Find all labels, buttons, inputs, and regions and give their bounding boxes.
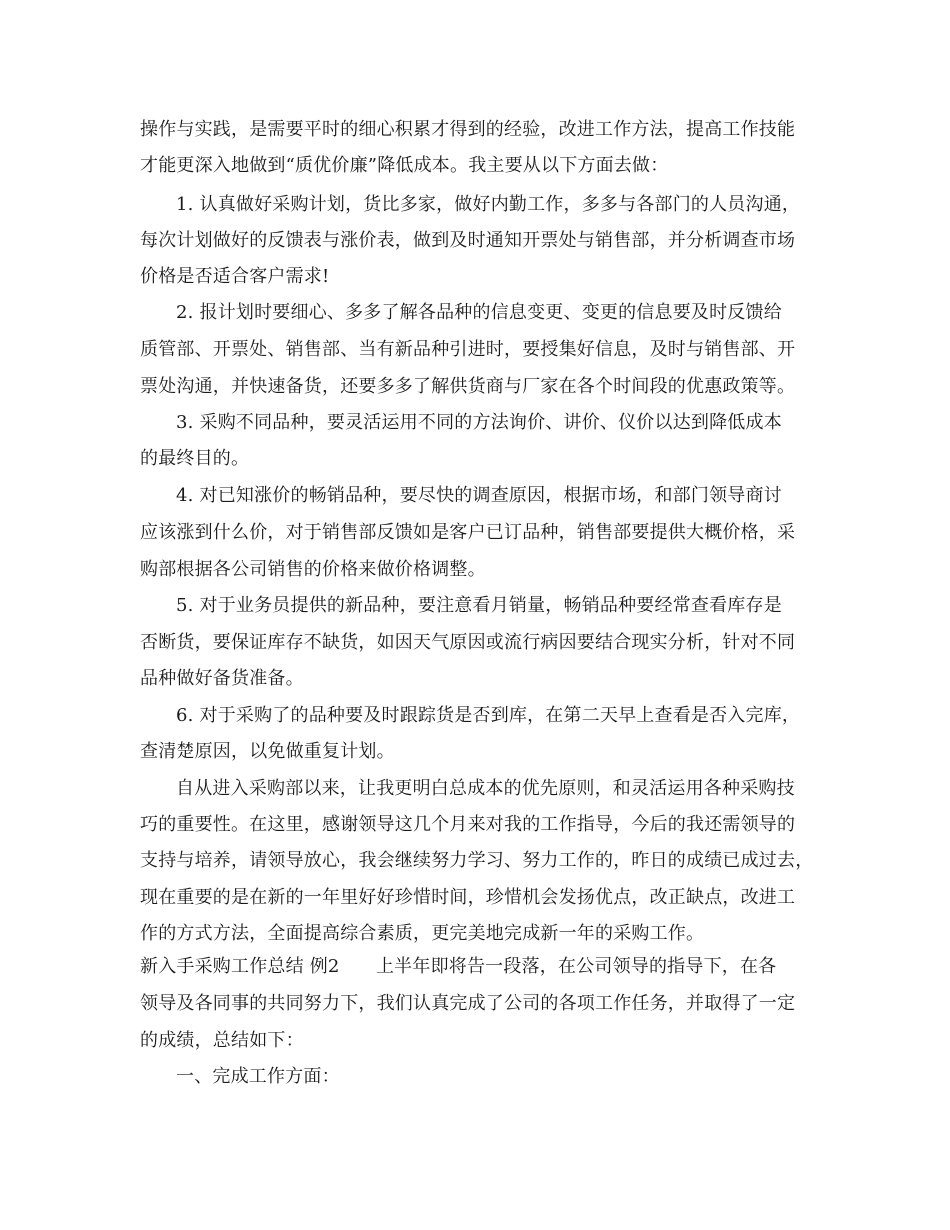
- paragraph-line: 领导及各同事的共同努力下，我们认真完成了公司的各项工作任务，并取得了一定: [140, 993, 796, 1014]
- list-item-5-line: 否断货，要保证库存不缺货，如因天气原因或流行病因要结合现实分析，针对不同: [140, 632, 796, 653]
- list-item-5-line: 5. 对于业务员提供的新品种，要注意看月销量，畅销品种要经常查看库存是: [176, 595, 782, 616]
- paragraph-line: 支持与培养，请领导放心，我会继续努力学习、努力工作的，昨日的成绩已成过去，: [140, 850, 814, 871]
- paragraph-line: 的成绩，总结如下：: [140, 1030, 304, 1051]
- list-item-6-line: 查清楚原因，以免做重复计划。: [140, 741, 395, 762]
- paragraph-line: 自从进入采购部以来，让我更明白总成本的优先原则，和灵活运用各种采购技: [176, 778, 795, 799]
- paragraph-line: 作的方式方法，全面提高综合素质，更完美地完成新一年的采购工作。: [140, 923, 705, 944]
- list-item-6-line: 6. 对于采购了的品种要及时跟踪货是否到库，在第二天早上查看是否入完库，: [176, 705, 801, 726]
- list-item-2-line: 票处沟通，并快速备货，还要多多了解供货商与厂家在各个时间段的优惠政策等。: [140, 376, 796, 397]
- paragraph-line: 才能更深入地做到“质优价廉”降低成本。我主要从以下方面去做：: [140, 155, 669, 176]
- paragraph-line: 现在重要的是在新的一年里好好珍惜时间，珍惜机会发扬优点，改正缺点，改进工: [140, 887, 796, 908]
- list-item-1-line: 价格是否适合客户需求!: [140, 266, 330, 287]
- list-item-1-line: 1. 认真做好采购计划，货比多家，做好内勤工作，多多与各部门的人员沟通，: [176, 194, 801, 215]
- list-item-1-line: 每次计划做好的反馈表与涨价表，做到及时通知开票处与销售部，并分析调查市场: [140, 230, 796, 251]
- list-item-5-line: 品种做好备货准备。: [140, 668, 304, 689]
- subsection-heading: 一、完成工作方面：: [176, 1066, 340, 1087]
- list-item-4-line: 4. 对已知涨价的畅销品种，要尽快的调查原因，根据市场，和部门领导商讨: [176, 485, 782, 506]
- list-item-3-line: 3. 采购不同品种，要灵活运用不同的方法询价、讲价、仪价以达到降低成本: [176, 412, 782, 433]
- list-item-2-line: 2. 报计划时要细心、多多了解各品种的信息变更、变更的信息要及时反馈给: [176, 302, 782, 323]
- paragraph-line: 巧的重要性。在这里，感谢领导这几个月来对我的工作指导，今后的我还需领导的: [140, 814, 796, 835]
- list-item-3-line: 的最终目的。: [140, 448, 250, 469]
- section-heading-line: 新入手采购工作总结 例2 上半年即将告一段落，在公司领导的指导下，在各: [140, 956, 777, 977]
- list-item-4-line: 购部根据各公司销售的价格来做价格调整。: [140, 559, 486, 580]
- list-item-2-line: 质管部、开票处、销售部、当有新品种引进时，要授集好信息，及时与销售部、开: [140, 339, 796, 360]
- paragraph-line: 操作与实践，是需要平时的细心积累才得到的经验，改进工作方法，提高工作技能: [140, 119, 796, 140]
- list-item-4-line: 应该涨到什么价，对于销售部反馈如是客户已订品种，销售部要提供大概价格，采: [140, 522, 796, 543]
